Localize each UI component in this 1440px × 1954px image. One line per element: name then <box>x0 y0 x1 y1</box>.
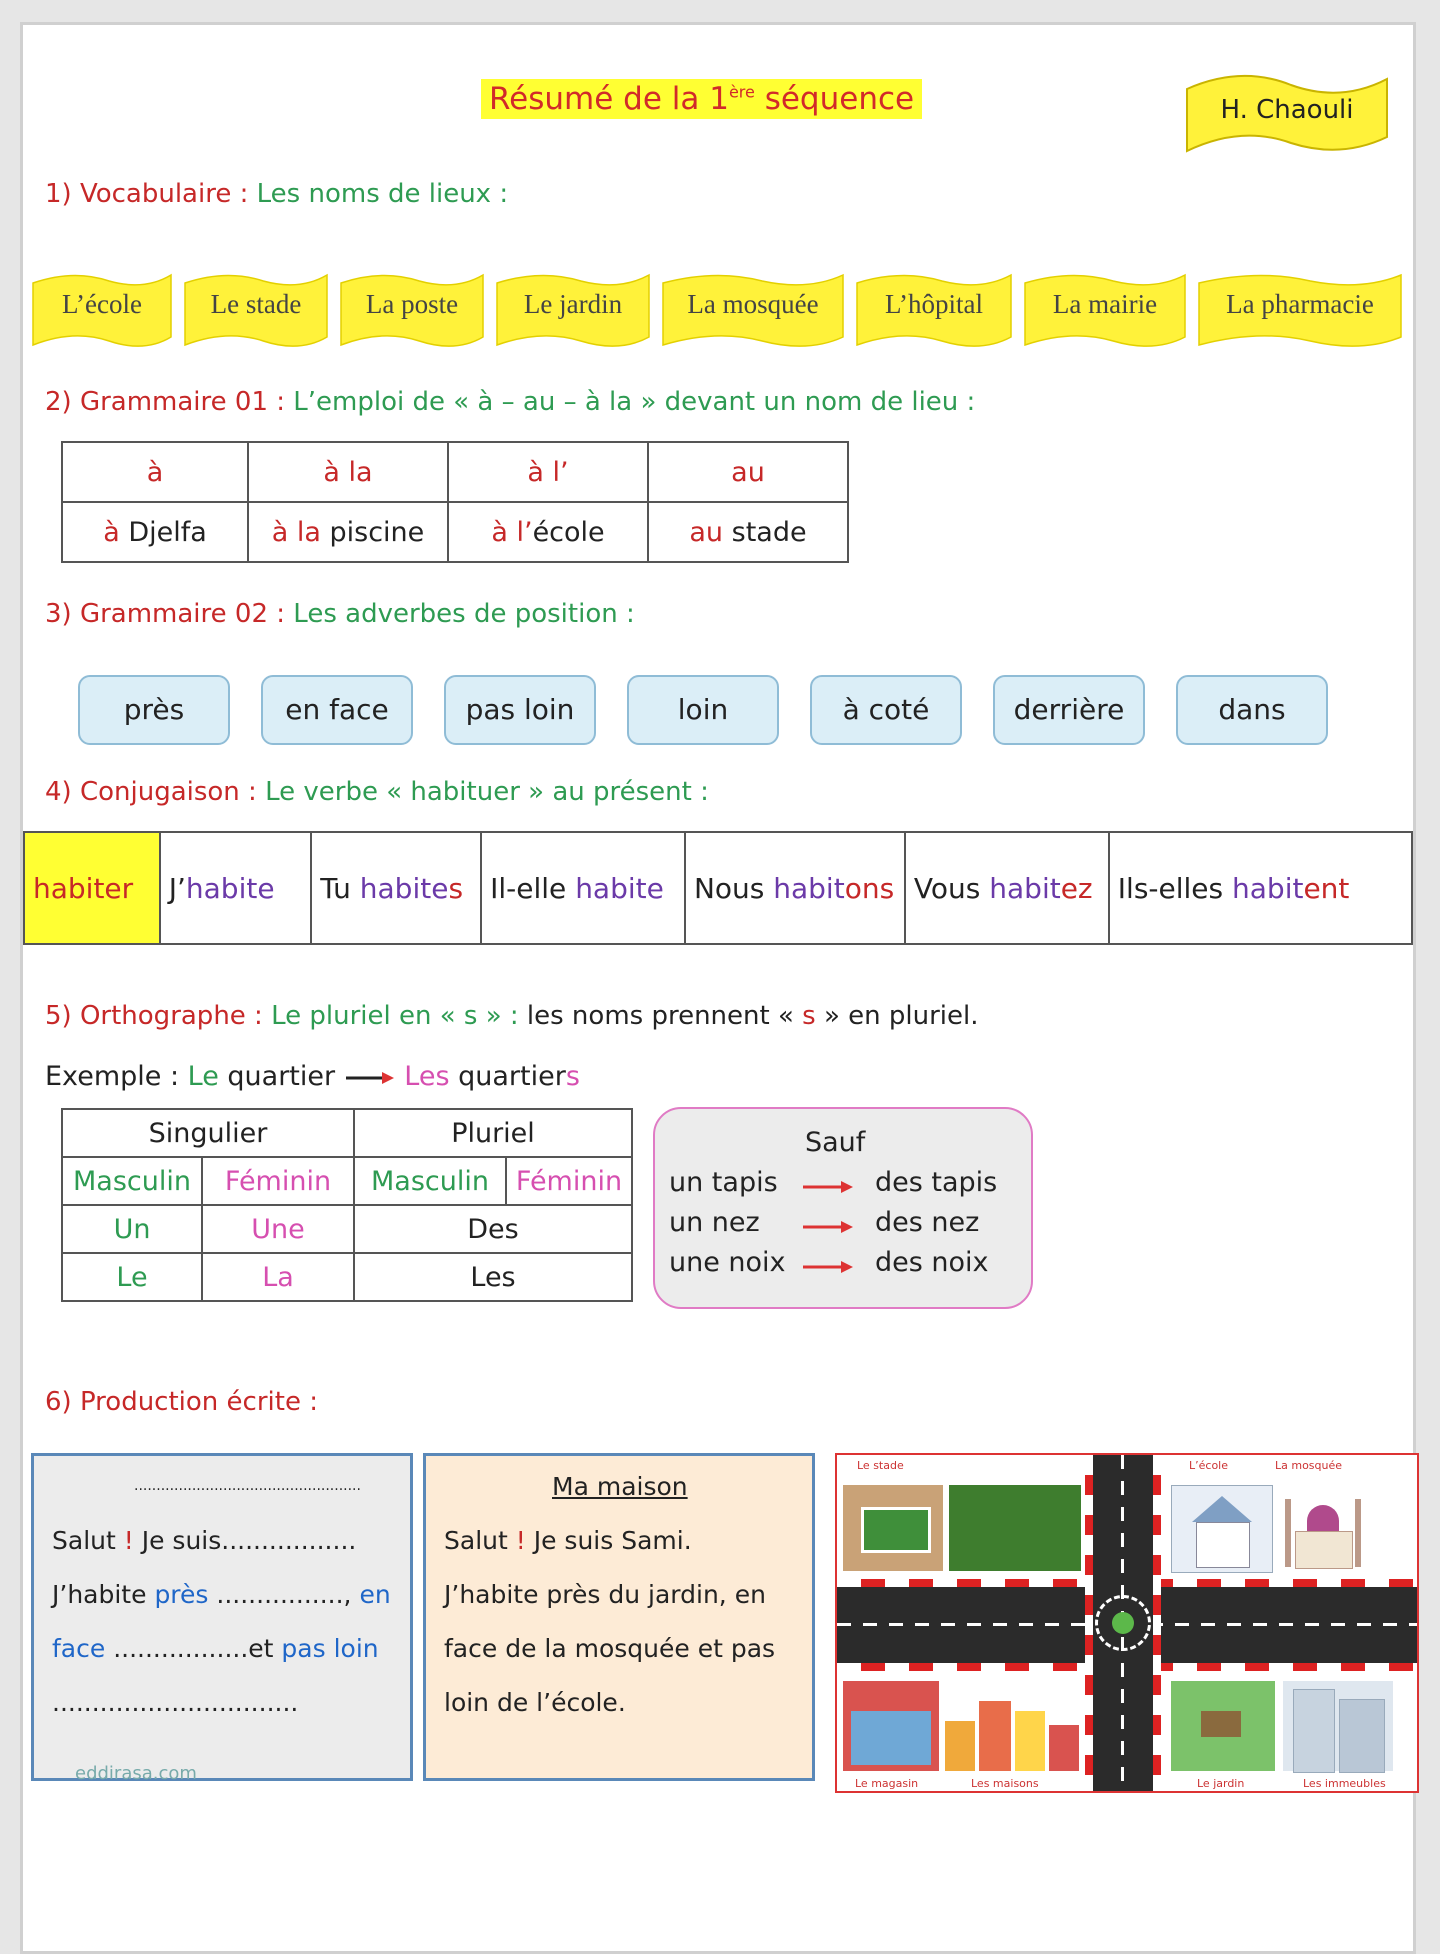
section-6-heading: 6) Production écrite : <box>45 1387 318 1417</box>
card-title-dots: ................................................... <box>134 1478 361 1494</box>
vocab-flag <box>1197 267 1403 353</box>
map-label: La mosquée <box>1275 1459 1343 1472</box>
conj-cell: Vous habitez <box>905 832 1109 944</box>
garden-illustration <box>1171 1681 1275 1771</box>
preposition-table <box>61 441 849 563</box>
neighbourhood-map <box>835 1453 1419 1793</box>
vocab-word: La poste <box>365 289 459 319</box>
conjugation-table <box>23 831 1413 945</box>
sauf-title: Sauf <box>805 1127 866 1158</box>
arrow-right-icon <box>801 1179 855 1195</box>
vocab-flag <box>1023 267 1187 353</box>
pluriel-header: Pluriel <box>354 1109 632 1157</box>
vocab-flag <box>661 267 845 353</box>
prep-head: à l’ <box>448 442 648 502</box>
worksheet-page <box>20 22 1416 1954</box>
road-kerb <box>1085 1455 1093 1793</box>
map-label: Les maisons <box>971 1777 1039 1790</box>
vocab-flag <box>495 267 651 353</box>
houses-illustration <box>945 1681 1081 1771</box>
vocab-flag <box>183 267 329 353</box>
exceptions-box <box>653 1107 1033 1309</box>
mosque-illustration <box>1279 1485 1369 1571</box>
vocab-flag <box>31 267 173 353</box>
adverb-box: derrière <box>993 675 1145 745</box>
section-3-heading: 3) Grammaire 02 : Les adverbes de position : <box>45 599 635 629</box>
example-card <box>423 1453 815 1781</box>
adverb-box: pas loin <box>444 675 596 745</box>
card-line: face .................et pas loin <box>52 1634 379 1663</box>
arrow-right-icon <box>801 1219 855 1235</box>
template-card <box>31 1453 413 1781</box>
section-5-heading: 5) Orthographe : Le pluriel en « s » : les noms prennent « s » en pluriel. <box>45 1001 979 1031</box>
adverb-box: à coté <box>810 675 962 745</box>
conj-cell: J’habite <box>160 832 312 944</box>
plural-table <box>61 1108 633 1302</box>
shop-illustration <box>843 1681 939 1771</box>
vocab-word: L’hôpital <box>885 289 983 319</box>
vocab-word: La mairie <box>1052 289 1158 319</box>
page-title: Résumé de la 1ère séquence <box>481 79 922 119</box>
section-1-heading: 1) Vocabulaire : Les noms de lieux : <box>45 179 509 209</box>
card-line: J’habite près ................, en <box>52 1580 391 1609</box>
vocab-word: L’école <box>62 289 142 319</box>
prep-head: à <box>62 442 248 502</box>
buildings-illustration <box>1283 1681 1393 1771</box>
article-cell: La <box>202 1253 354 1301</box>
vocab-word: La mosquée <box>687 289 819 319</box>
adverb-box: dans <box>1176 675 1328 745</box>
sauf-plural: des noix <box>875 1247 989 1278</box>
adverb-box: près <box>78 675 230 745</box>
article-cell: Le <box>62 1253 202 1301</box>
sauf-singular: une noix <box>669 1247 786 1278</box>
fem-header: Féminin <box>506 1157 632 1205</box>
prep-example: à l’école <box>448 502 648 562</box>
roundabout-centre <box>1112 1612 1134 1634</box>
prep-head: à la <box>248 442 448 502</box>
arrow-right-icon <box>801 1259 855 1275</box>
card-line: loin de l’école. <box>444 1688 626 1717</box>
article-cell: Un <box>62 1205 202 1253</box>
card-line: Salut ! Je suis................. <box>52 1526 357 1555</box>
sauf-singular: un nez <box>669 1207 760 1238</box>
masc-header: Masculin <box>62 1157 202 1205</box>
road-kerb <box>1153 1455 1161 1793</box>
vocab-word: La pharmacie <box>1226 289 1374 319</box>
conj-cell: Il-elle habite <box>481 832 685 944</box>
plural-example: Exemple : Le quartier Les quartiers <box>45 1061 580 1092</box>
section-4-heading: 4) Conjugaison : Le verbe « habituer » au présent : <box>45 777 709 807</box>
vocab-word: Le jardin <box>523 289 623 319</box>
vocab-flag <box>855 267 1013 353</box>
school-illustration <box>1171 1485 1273 1573</box>
conj-cell: Ils-elles habitent <box>1109 832 1412 944</box>
map-label: Le magasin <box>855 1777 919 1790</box>
section-2-heading: 2) Grammaire 01 : L’emploi de « à – au – à la » devant un nom de lieu : <box>45 387 976 417</box>
conj-cell: Tu habites <box>311 832 481 944</box>
adverb-box: loin <box>627 675 779 745</box>
fem-header: Féminin <box>202 1157 354 1205</box>
prep-example: à Djelfa <box>62 502 248 562</box>
card-title: Ma maison <box>552 1472 688 1501</box>
article-cell: Des <box>354 1205 632 1253</box>
singulier-header: Singulier <box>62 1109 354 1157</box>
map-label: Le jardin <box>1197 1777 1245 1790</box>
masc-header: Masculin <box>354 1157 506 1205</box>
sauf-singular: un tapis <box>669 1167 778 1198</box>
grass-field <box>949 1485 1081 1571</box>
card-line: face de la mosquée et pas <box>444 1634 776 1663</box>
author-badge <box>1181 59 1393 159</box>
watermark: eddirasa.com <box>75 1763 197 1784</box>
vocab-flag <box>339 267 485 353</box>
card-line: Salut ! Je suis Sami. <box>444 1526 692 1555</box>
adverb-box: en face <box>261 675 413 745</box>
article-cell: Une <box>202 1205 354 1253</box>
vocab-word: Le stade <box>210 289 302 319</box>
prep-head: au <box>648 442 848 502</box>
card-line: J’habite près du jardin, en <box>444 1580 766 1609</box>
prep-example: à la piscine <box>248 502 448 562</box>
conj-cell: Nous habitons <box>685 832 905 944</box>
stadium-illustration <box>843 1485 943 1571</box>
article-cell: Les <box>354 1253 632 1301</box>
card-line: ............................... <box>52 1688 299 1717</box>
map-label: Le stade <box>857 1459 904 1472</box>
map-label: Les immeubles <box>1303 1777 1386 1790</box>
author-name: H. Chaouli <box>1220 95 1354 125</box>
map-label: L’école <box>1189 1459 1228 1472</box>
prep-example: au stade <box>648 502 848 562</box>
infinitive-cell: habiter <box>24 832 160 944</box>
arrow-right-icon <box>344 1068 396 1088</box>
sauf-plural: des tapis <box>875 1167 998 1198</box>
sauf-plural: des nez <box>875 1207 980 1238</box>
